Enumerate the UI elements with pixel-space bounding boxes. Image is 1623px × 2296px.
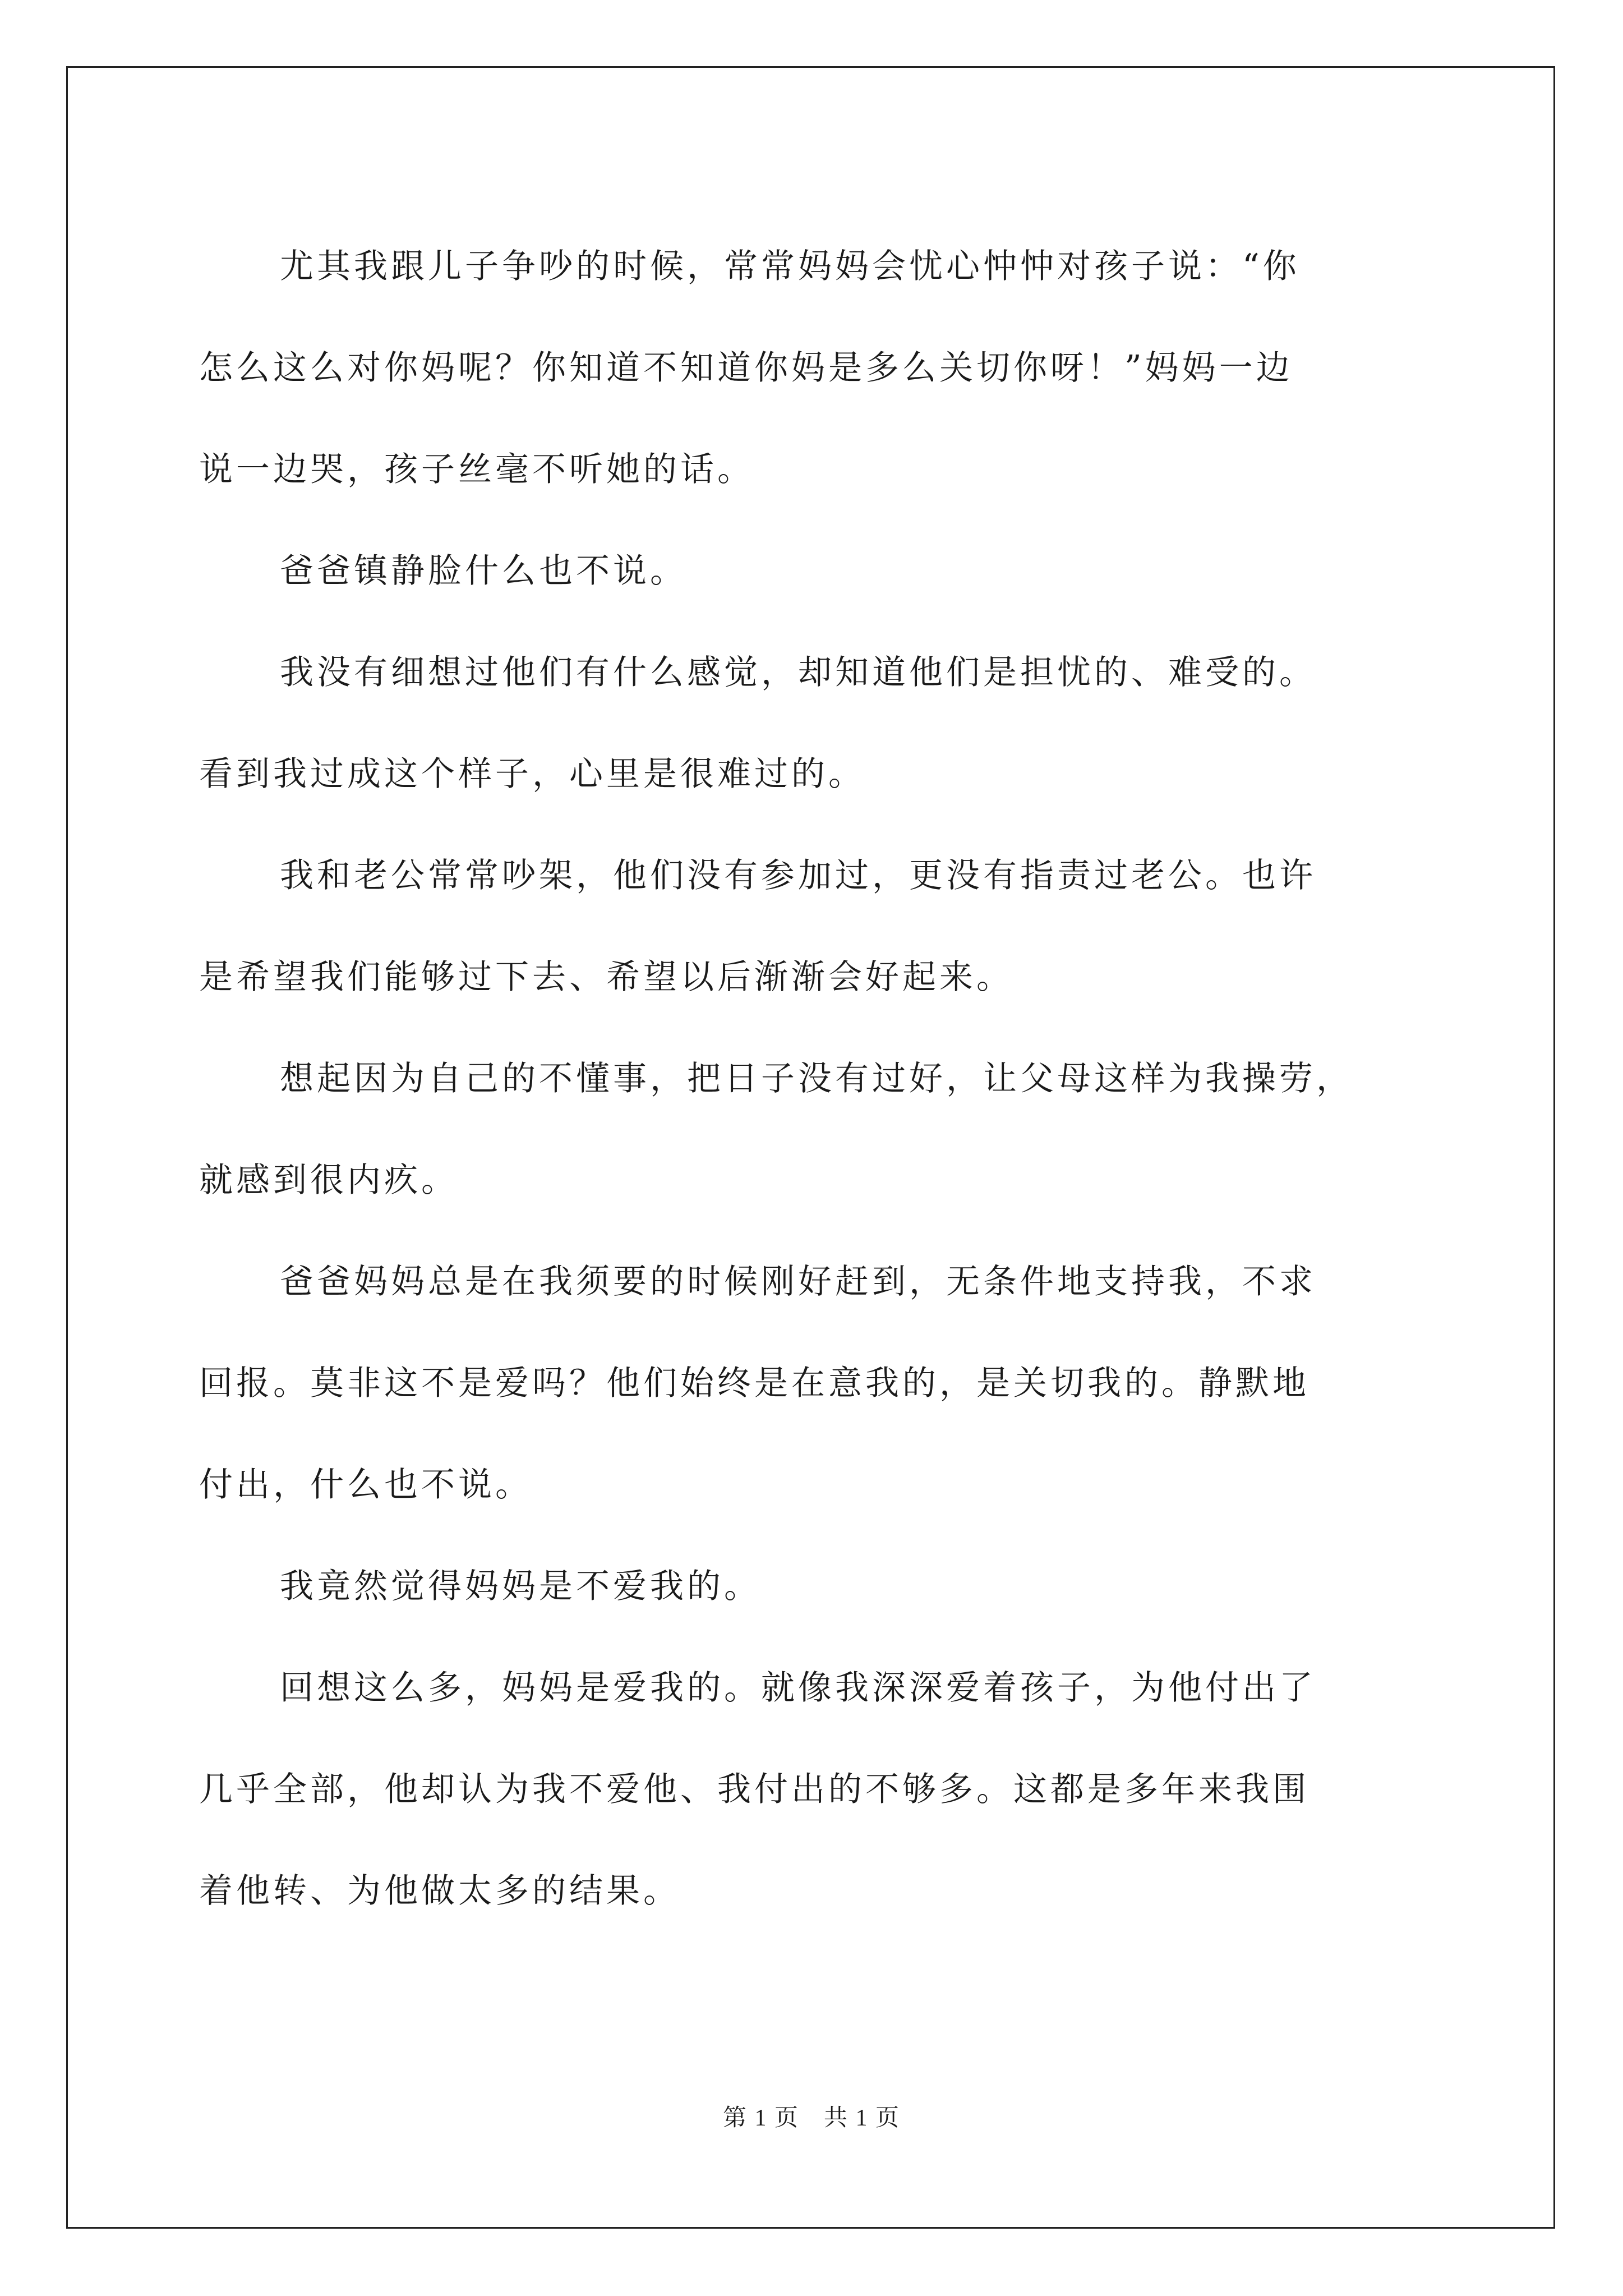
paragraph [199,1231,1422,1536]
text-line: 爸爸妈妈总是在我须要的时候刚好赶到，无条件地支持我，不求 [280,1262,1316,1301]
paragraph [199,622,1422,825]
text-line: 我竟然觉得妈妈是不爱我的。 [280,1567,761,1606]
page-total: 共 1 页 [824,2105,901,2131]
text-line: 就感到很内疚。 [199,1161,458,1200]
page-number: 第 1 页 [722,2105,799,2131]
text-line: 怎么这么对你妈呢？你知道不知道你妈是多么关切你呀！”妈妈一边 [199,348,1293,388]
text-line: 付出，什么也不说。 [199,1465,532,1504]
text-line: 说一边哭，孩子丝毫不听她的话。 [199,450,754,489]
text-line: 我和老公常常吵架，他们没有参加过，更没有指责过老公。也许 [280,856,1316,895]
text-line: 尤其我跟儿子争吵的时候，常常妈妈会忧心忡忡对孩子说：“你 [280,247,1300,286]
text-line: 几乎全部，他却认为我不爱他、我付出的不够多。这都是多年来我围 [199,1770,1310,1809]
text-line: 是希望我们能够过下去、希望以后渐渐会好起来。 [199,958,1013,997]
text-line: 回报。莫非这不是爱吗？他们始终是在意我的，是关切我的。静默地 [199,1364,1310,1403]
text-line: 回想这么多，妈妈是爱我的。就像我深深爱着孩子，为他付出了 [280,1668,1316,1708]
paragraph [199,1637,1422,1942]
text-line: 着他转、为他做太多的结果。 [199,1871,680,1911]
paragraph [199,1536,1422,1637]
text-line: 想起因为自己的不懂事，把日子没有过好，让父母这样为我操劳， [280,1059,1353,1098]
text-line: 我没有细想过他们有什么感觉，却知道他们是担忧的、难受的。 [280,653,1316,692]
text-line: 看到我过成这个样子，心里是很难过的。 [199,754,865,794]
page-footer [0,2099,1623,2133]
paragraph [199,825,1422,1028]
paragraph [199,216,1422,521]
document-body [199,216,1422,1942]
paragraph [199,1028,1422,1231]
text-line: 爸爸镇静脸什么也不说。 [280,551,687,591]
paragraph [199,521,1422,622]
